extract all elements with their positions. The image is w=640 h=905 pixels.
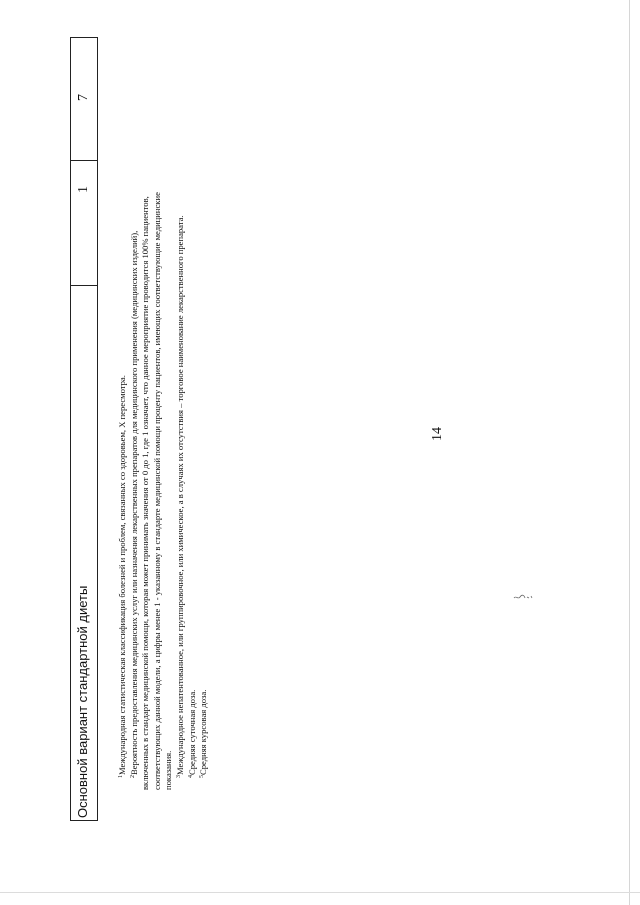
value-cell-2: 7 (76, 94, 91, 101)
pen-mark (512, 592, 534, 602)
table-divider (71, 285, 97, 286)
footnote-line: $^1$Международная статистическая классификация болезней и проблем, связанных со здоровьем, X пересмотра. (117, 375, 127, 778)
footnote-line: показания. (163, 750, 174, 790)
footnote-line: включенных в стандарт медицинской помощи, которая может принимать значения от 0 до 1, где 1 означает, что данное мероприятие проводится 100% пациентов, (140, 196, 151, 790)
footnote-line: $^3$Международное непатентованное, или группировочное, или химическое, а в случаях их отсутствия – торговое наименование лекарственного препарата. (174, 215, 185, 778)
scan-edge-bottom (0, 892, 640, 893)
table-divider (71, 160, 97, 161)
page-number: 14 (430, 427, 445, 441)
diet-variant-cell: Основной вариант стандартной диеты (75, 585, 90, 818)
footnote-line: $^2$Вероятность предоставления медицинских услуг или назначения лекарственных препаратов для медицинского применения (медицинских изделий), (128, 230, 139, 778)
footnote-line: $^5$Средняя курсовая доза. (198, 689, 209, 778)
footnotes-block (117, 192, 210, 790)
footnote-line: соответствующих данной модели, а цифры менее 1 - указанному в стандарте медицинской помощи проценту пациентов, имеющих соответствующие медицинские (151, 192, 162, 790)
scan-edge-right (629, 0, 630, 905)
footnote-line: $^4$Средняя суточная доза. (186, 689, 197, 778)
value-cell-1: 1 (76, 186, 91, 193)
